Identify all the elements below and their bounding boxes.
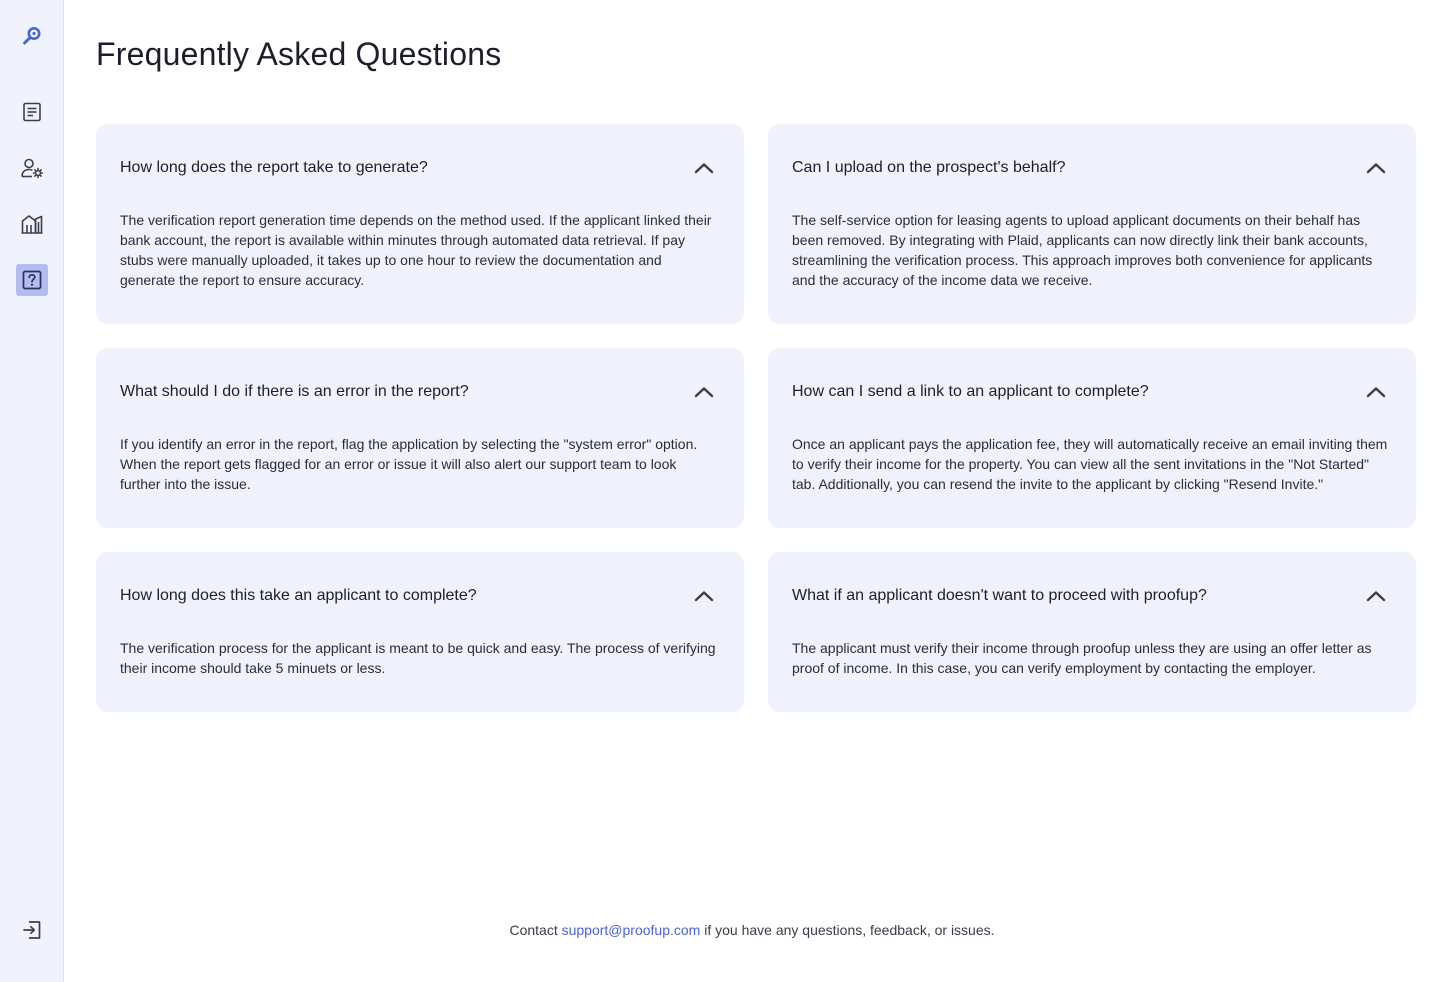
nav-user-settings[interactable] [16,152,48,184]
faq-answer: The verification process for the applicant is meant to be quick and easy. The process of verifying their income should take 5 minuets or less. [120,640,716,676]
faq-answer: If you identify an error in the report, flag the application by selecting the "system error" option. When the report gets flagged for an error or issue it will also alert our support team to look further into the issue. [120,436,698,492]
faq-question: What should I do if there is an error in the report? [120,383,469,400]
support-email-link[interactable]: support@proofup.com [561,922,701,938]
faq-header[interactable] [792,380,1392,404]
faq-header[interactable] [120,156,720,180]
faq-answer: The applicant must verify their income through proofup unless they are using an offer letter as proof of income. In this case, you can verify employment by contacting the employer. [792,640,1372,676]
faq-header[interactable] [120,584,720,608]
faq-card [96,348,744,528]
faq-question: How long does this take an applicant to complete? [120,587,477,604]
home-logo-button[interactable] [16,20,48,52]
faq-card [768,124,1416,324]
search-logo-icon [21,25,43,47]
logout-icon [21,919,43,941]
faq-answer: The verification report generation time depends on the method used. If the applicant linked their bank account, the report is available within minutes through automated data retrieval. If pay stubs were manually uploaded, it takes up to one hour to review the documentation and generate the report to ensure accuracy. [120,212,712,288]
faq-header[interactable] [792,156,1392,180]
buildings-icon [20,213,44,235]
chevron-up-icon[interactable] [688,380,720,404]
faq-header[interactable] [792,584,1392,608]
chevron-up-icon[interactable] [1360,156,1392,180]
chevron-up-icon[interactable] [688,156,720,180]
main-content [64,0,1440,982]
chevron-up-icon[interactable] [688,584,720,608]
faq-answer: Once an applicant pays the application fee, they will automatically receive an email inviting them to verify their income for the property. You can view all the sent invitations in the "Not Started" tab. Additionally, you can resend the invite to the applicant by clicking "Resend Invite." [792,436,1388,492]
faq-card [768,348,1416,528]
faq-question: How long does the report take to generate? [120,159,428,176]
faq-question: What if an applicant doesn't want to proceed with proofup? [792,587,1207,604]
footer-prefix: Contact [509,922,562,938]
document-list-icon [21,101,43,123]
page-title: Frequently Asked Questions [96,36,502,72]
faq-card [96,552,744,712]
faq-card [96,124,744,324]
faq-header[interactable] [120,380,720,404]
chevron-up-icon[interactable] [1360,584,1392,608]
faq-answer: The self-service option for leasing agents to upload applicant documents on their behalf has been removed. By integrating with Plaid, applicants can now directly link their bank accounts, streamlining the verification process. This approach improves both convenience for applicants and the accuracy of the income data we receive. [792,212,1373,288]
help-icon [21,269,43,291]
faq-question: How can I send a link to an applicant to complete? [792,383,1149,400]
nav-reports[interactable] [16,96,48,128]
footer-suffix: if you have any questions, feedback, or issues. [700,922,995,938]
chevron-up-icon[interactable] [1360,380,1392,404]
logout-button[interactable] [16,914,48,946]
sidebar [0,0,64,982]
nav-properties[interactable] [16,208,48,240]
user-settings-icon [20,157,44,179]
faq-card [768,552,1416,712]
faq-question: Can I upload on the prospect's behalf? [792,159,1066,176]
footer-contact [64,922,1440,938]
nav-help[interactable] [16,264,48,296]
faq-grid [96,124,1416,712]
